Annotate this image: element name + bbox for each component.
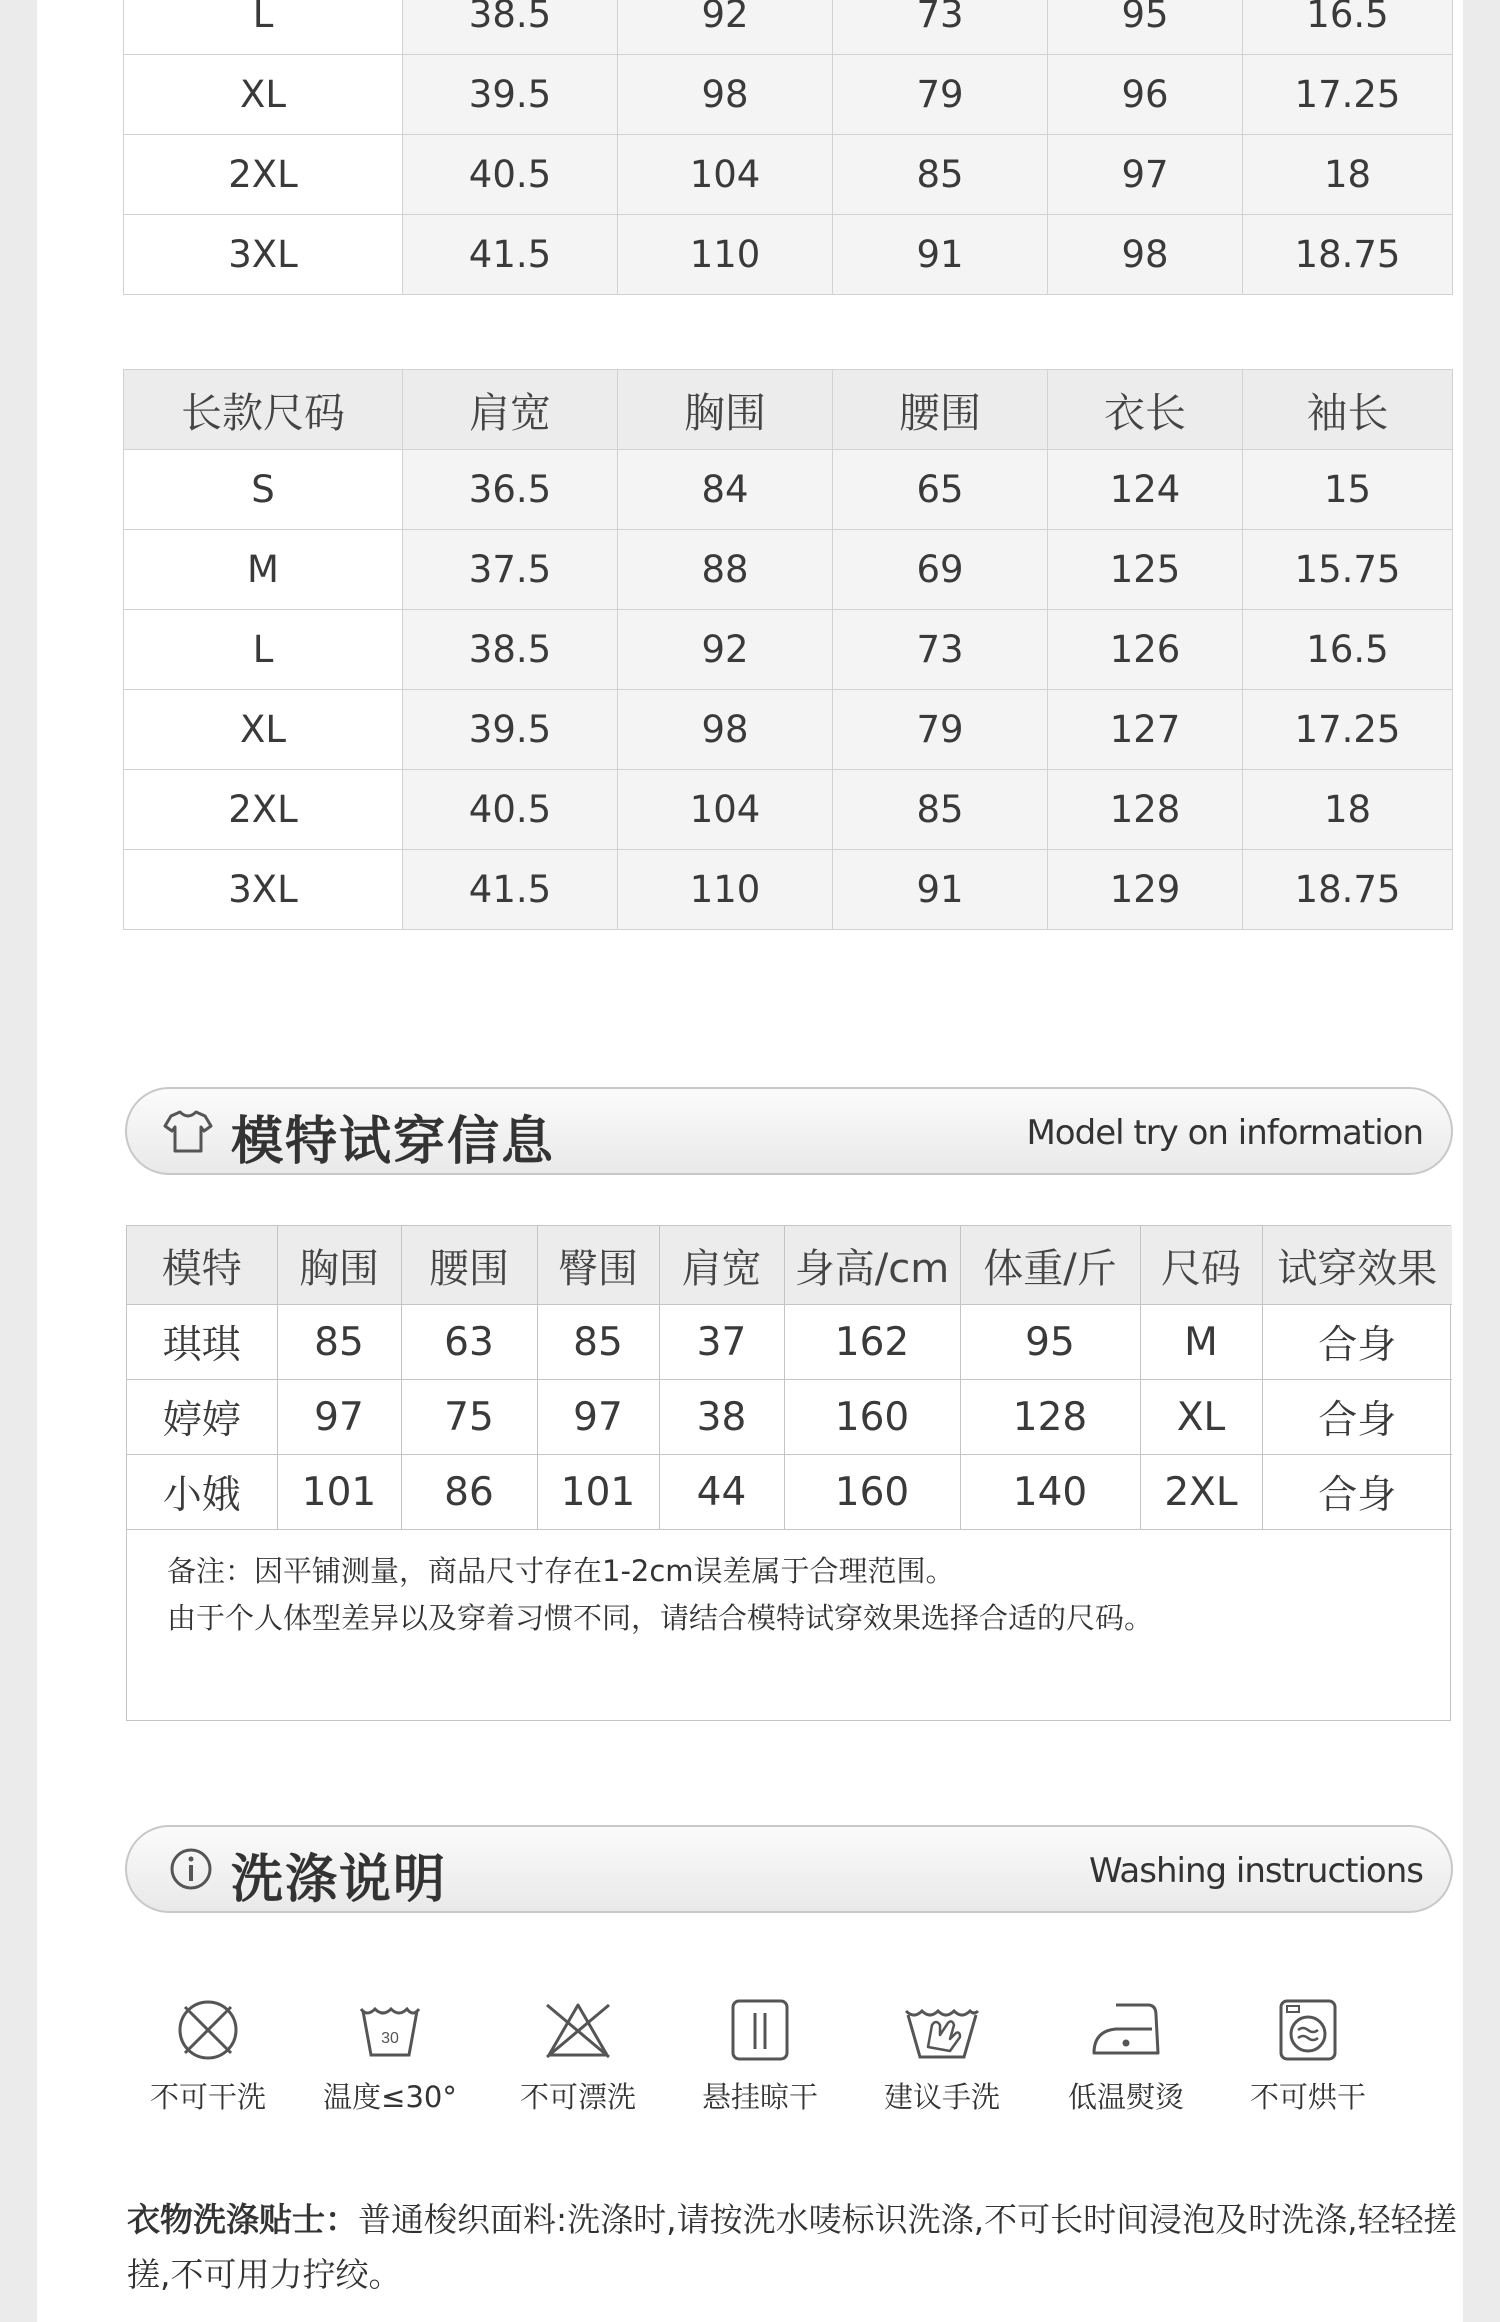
wash-item-hang-dry [675,1995,845,2116]
wash-item-no-dry-clean [123,1995,293,2116]
wash-item-no-bleach [493,1995,663,2116]
model-section-header-cell: 肩宽 [659,1226,784,1305]
wash-label-hand-wash: 建议手洗 [883,2080,1000,2114]
size-short-cell: 98 [1048,215,1243,295]
model-info-subtitle: Model try on information [1026,1113,1423,1153]
size-short-cell: 85 [833,135,1048,215]
model-section-cell: 85 [277,1305,401,1380]
washing-tip-label: 衣物洗涤贴士： [127,2200,358,2239]
size-short-cell: 18.75 [1243,215,1453,295]
size-long-cell: 41.5 [403,850,618,930]
size-long-cell: 126 [1048,610,1243,690]
wash-item-low-iron [1041,1995,1211,2116]
no-bleach-icon [543,1995,613,2065]
model-section-cell: 97 [277,1380,401,1455]
size-long-cell: 85 [833,770,1048,850]
model-section-row [127,1455,1452,1530]
model-section-row [127,1305,1452,1380]
size-long-cell: 104 [618,770,833,850]
washing-tip-text: 普通梭织面料:洗涤时,请按洗水唛标识洗涤,不可长时间浸泡及时洗涤,轻轻搓搓,不可用力拧绞。 [127,2200,1457,2294]
model-section-cell: 75 [401,1380,537,1455]
wash-icons [123,1995,1423,2135]
size-short-cell: XL [124,55,403,135]
size-long-row [124,690,1453,770]
model-section-cell: 合身 [1262,1455,1452,1530]
size-short-cell: 110 [618,215,833,295]
size-short-cell: 97 [1048,135,1243,215]
size-long-row [124,850,1453,930]
model-section-cell: 琪琪 [127,1305,277,1380]
note-line-1: 备注：因平铺测量，商品尺寸存在1-2cm误差属于合理范围。 [167,1554,955,1588]
size-short-cell: 38.5 [403,0,618,55]
model-section-header-cell: 身高/cm [784,1226,960,1305]
model-section-cell: 婷婷 [127,1380,277,1455]
model-section-cell: 小娥 [127,1455,277,1530]
size-long-cell: 92 [618,610,833,690]
size-long-cell: 88 [618,530,833,610]
size-short-cell: L [124,0,403,55]
tshirt-icon [163,1107,213,1155]
size-long-cell: 127 [1048,690,1243,770]
size-long-cell: 18.75 [1243,850,1453,930]
model-section-cell: 37 [659,1305,784,1380]
size-short-cell: 73 [833,0,1048,55]
size-long-cell: 79 [833,690,1048,770]
model-note [127,1530,1450,1642]
size-long-row [124,610,1453,690]
size-short-cell: 104 [618,135,833,215]
model-section-cell: XL [1140,1380,1262,1455]
model-section-cell: 合身 [1262,1380,1452,1455]
model-info-banner [125,1087,1453,1175]
short-size-table [123,0,1453,295]
page [37,0,1463,2322]
model-section-cell: 86 [401,1455,537,1530]
model-section-header-cell: 试穿效果 [1262,1226,1452,1305]
model-section-cell: 101 [277,1455,401,1530]
size-long-row [124,450,1453,530]
size-short-cell: 79 [833,55,1048,135]
wash-banner [125,1825,1453,1913]
size-long-header-cell: 长款尺码 [124,370,403,450]
model-section-header-cell: 胸围 [277,1226,401,1305]
model-section-cell: 97 [537,1380,659,1455]
size-long-cell: 17.25 [1243,690,1453,770]
size-long-cell: 16.5 [1243,610,1453,690]
wash-label-no-tumble-dry: 不可烘干 [1249,2080,1366,2114]
size-short-cell: 39.5 [403,55,618,135]
model-info-box [126,1225,1451,1721]
size-long-cell: M [124,530,403,610]
model-section-header-cell: 模特 [127,1226,277,1305]
size-long-header-cell: 胸围 [618,370,833,450]
size-long-cell: 39.5 [403,690,618,770]
model-section-header-cell: 体重/斤 [960,1226,1140,1305]
size-long-cell: 84 [618,450,833,530]
model-section-cell: 160 [784,1455,960,1530]
model-section-cell: M [1140,1305,1262,1380]
model-info-title: 模特试穿信息 [231,1112,556,1172]
size-long-cell: 40.5 [403,770,618,850]
size-long-cell: 124 [1048,450,1243,530]
size-long-cell: 110 [618,850,833,930]
model-section-header-cell: 尺码 [1140,1226,1262,1305]
size-long-cell: 128 [1048,770,1243,850]
size-short-cell: 16.5 [1243,0,1453,55]
hand-wash-icon [902,1995,982,2065]
wash-label-no-bleach: 不可漂洗 [519,2080,636,2114]
size-short-cell: 3XL [124,215,403,295]
size-long-cell: 38.5 [403,610,618,690]
model-section-cell: 101 [537,1455,659,1530]
size-short-cell: 17.25 [1243,55,1453,135]
size-long-cell: 36.5 [403,450,618,530]
size-long-cell: 98 [618,690,833,770]
size-long-cell: 15.75 [1243,530,1453,610]
washing-tip [127,2192,1467,2302]
svg-text:30: 30 [381,2030,399,2047]
wash-label-low-iron: 低温熨烫 [1067,2080,1184,2114]
model-section-cell: 140 [960,1455,1140,1530]
model-section-cell: 63 [401,1305,537,1380]
wash-30-icon [355,1995,425,2065]
wash-item-hand-wash [857,1995,1027,2116]
size-long-header-row [124,370,1453,450]
long-size-table [123,369,1453,930]
size-long-cell: 3XL [124,850,403,930]
size-long-cell: 73 [833,610,1048,690]
size-short-cell: 2XL [124,135,403,215]
model-section-cell: 128 [960,1380,1140,1455]
size-short-cell: 91 [833,215,1048,295]
size-long-cell: 15 [1243,450,1453,530]
size-long-cell: 129 [1048,850,1243,930]
model-section-cell: 85 [537,1305,659,1380]
model-section-cell: 44 [659,1455,784,1530]
wash-item-no-tumble-dry [1223,1995,1393,2116]
size-long-cell: L [124,610,403,690]
size-short-row [124,135,1453,215]
size-long-cell: S [124,450,403,530]
no-tumble-dry-icon [1273,1995,1343,2065]
size-long-row [124,770,1453,850]
size-long-cell: XL [124,690,403,770]
size-short-cell: 92 [618,0,833,55]
size-short-row [124,215,1453,295]
size-long-row [124,530,1453,610]
size-long-cell: 18 [1243,770,1453,850]
size-short-cell: 98 [618,55,833,135]
size-short-cell: 96 [1048,55,1243,135]
info-icon [167,1845,217,1893]
model-section-cell: 160 [784,1380,960,1455]
model-section-row [127,1380,1452,1455]
hang-dry-icon [725,1995,795,2065]
size-long-cell: 125 [1048,530,1243,610]
wash-label-no-dry-clean: 不可干洗 [149,2080,266,2114]
size-long-cell: 65 [833,450,1048,530]
model-section-cell: 95 [960,1305,1140,1380]
size-short-cell: 40.5 [403,135,618,215]
model-section-cell: 38 [659,1380,784,1455]
wash-title: 洗涤说明 [231,1850,448,1910]
model-section-header-row [127,1226,1452,1305]
model-section-cell: 合身 [1262,1305,1452,1380]
size-long-header-cell: 衣长 [1048,370,1243,450]
size-long-header-cell: 肩宽 [403,370,618,450]
model-section-cell: 162 [784,1305,960,1380]
size-long-header-cell: 腰围 [833,370,1048,450]
low-iron-icon [1086,1995,1166,2065]
wash-label-temp: 温度≤30° [323,2080,457,2114]
wash-label-hang-dry: 悬挂晾干 [701,2080,818,2114]
wash-item-temp [305,1995,475,2116]
wash-subtitle: Washing instructions [1088,1851,1423,1891]
size-short-cell: 18 [1243,135,1453,215]
model-section-cell: 2XL [1140,1455,1262,1530]
size-short-row [124,55,1453,135]
size-long-cell: 91 [833,850,1048,930]
size-short-cell: 41.5 [403,215,618,295]
size-long-cell: 37.5 [403,530,618,610]
model-section-header-cell: 臀围 [537,1226,659,1305]
size-short-cell: 95 [1048,0,1243,55]
no-dry-clean-icon [173,1995,243,2065]
model-section-header-cell: 腰围 [401,1226,537,1305]
model-table [127,1226,1452,1530]
size-long-cell: 2XL [124,770,403,850]
size-long-header-cell: 袖长 [1243,370,1453,450]
note-line-2: 由于个人体型差异以及穿着习惯不同，请结合模特试穿效果选择合适的尺码。 [167,1601,1154,1635]
size-short-row [124,0,1453,55]
size-long-cell: 69 [833,530,1048,610]
